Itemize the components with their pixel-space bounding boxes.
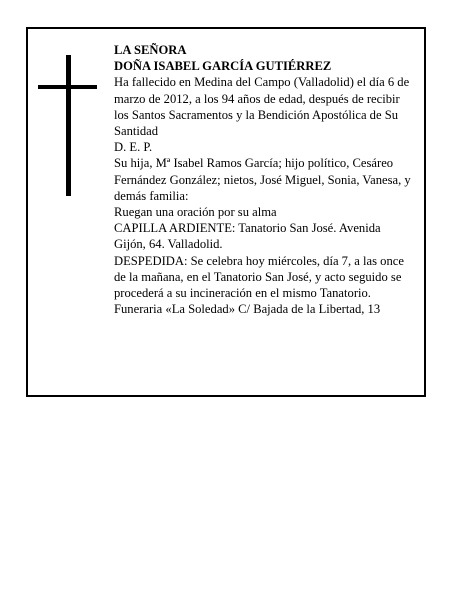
prayer-request: Ruegan una oración por su alma <box>114 205 277 220</box>
funeral-home: Funeraria «La Soledad» C/ Bajada de la Libertad, 13 <box>114 302 381 317</box>
obituary-notice <box>26 27 426 397</box>
deceased-name: DOÑA ISABEL GARCÍA GUTIÉRREZ <box>114 59 332 74</box>
farewell-info: DESPEDIDA: Se celebra hoy miércoles, día 7, a las once de la mañana, en el Tanatorio San José, y acto seguido se procederá a su incineración en el mismo Tanatorio. <box>114 253 404 301</box>
rip-line: D. E. P. <box>114 140 153 155</box>
notice-title: LA SEÑORA <box>114 43 187 57</box>
chapel-info: CAPILLA ARDIENTE: Tanatorio San José. Avenida Gijón, 64. Valladolid. <box>114 221 381 252</box>
death-statement: Ha fallecido en Medina del Campo (Valladolid) el día 6 de marzo de 2012, a los 94 años de edad, después de recibir los Santos Sacramentos y la Bendición Apostólica de Su Santidad <box>114 75 410 139</box>
family-line: Su hija, Mª Isabel Ramos García; hijo político, Cesáreo Fernández González; nietos, José Miguel, Sonia, Vanesa, y demás familia: <box>114 156 411 203</box>
cross-horizontal-bar <box>38 85 97 89</box>
obituary-text <box>114 42 414 317</box>
cross-vertical-bar <box>66 55 71 196</box>
